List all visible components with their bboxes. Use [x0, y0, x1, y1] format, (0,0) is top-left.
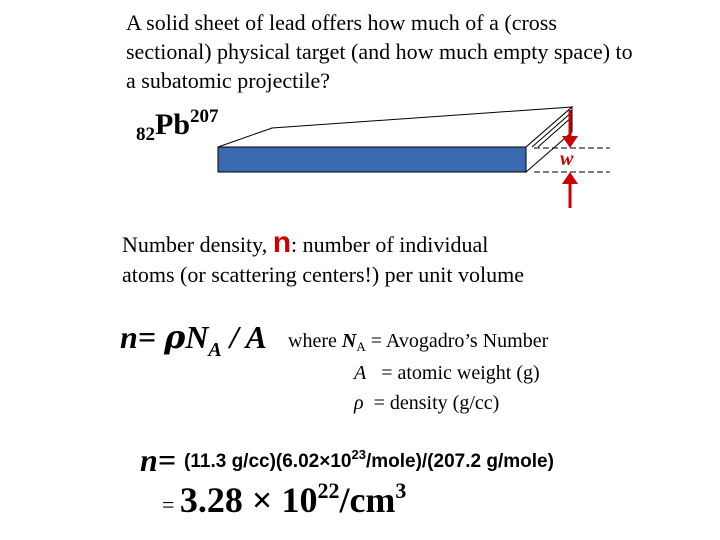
- formula-eq: =: [137, 319, 165, 355]
- where-na-sub: A: [356, 339, 366, 354]
- mass-number: 207: [190, 106, 219, 127]
- nd-symbol: n: [272, 226, 292, 259]
- atomic-weight-definition: [354, 362, 540, 385]
- calc-eq: =: [157, 442, 185, 478]
- question-text: A solid sheet of lead offers how much of a (cross sectional) physical target (and how much empty space) to a subatomic projectile?: [126, 10, 633, 93]
- result-times: ×: [251, 480, 273, 520]
- slab-front-face: [218, 147, 526, 172]
- formula-na: N: [185, 319, 209, 355]
- atomic-number: 82: [136, 124, 155, 145]
- rho-def: = density (g/cc): [363, 392, 500, 414]
- formula-na-sub: A: [208, 339, 222, 361]
- arrow-up-head: [562, 172, 578, 184]
- arrow-down-head: [562, 136, 578, 148]
- calc-part1: (11.3 g/cc)(6.02: [184, 451, 320, 472]
- result-unit: /cm: [339, 480, 396, 520]
- where-prefix: where: [288, 330, 342, 352]
- where-na: N: [341, 330, 357, 352]
- calc-expression: [184, 447, 554, 472]
- thickness-label: w: [560, 148, 574, 170]
- result-eq: =: [162, 492, 180, 517]
- element-name: Pb: [155, 108, 191, 141]
- formula-div: / A: [221, 319, 267, 355]
- nd-line2: atoms (or scattering centers!) per unit volume: [122, 262, 524, 287]
- result-line: [162, 478, 406, 521]
- calculation-line: [140, 442, 554, 479]
- slab-top-face: [218, 107, 572, 147]
- result-base: 10: [272, 480, 318, 520]
- where-na-def: = Avogadro’s Number: [365, 330, 549, 352]
- formula-lhs: n: [120, 319, 138, 355]
- a-def: = atomic weight (g): [366, 362, 540, 384]
- nd-line1-rest: : number of individual: [291, 232, 489, 257]
- calc-part2: 10: [330, 451, 352, 472]
- calc-times: ×: [319, 451, 331, 472]
- calc-part3: /mole)/(207.2 g/mole): [365, 451, 554, 472]
- number-density-text: [122, 228, 524, 290]
- where-na-definition: [288, 330, 548, 355]
- nd-prefix: Number density,: [122, 232, 273, 257]
- a-symbol: A: [354, 362, 367, 384]
- result-exponent: 22: [317, 478, 340, 503]
- result-mantissa: 3.28: [179, 480, 252, 520]
- density-formula: [120, 318, 267, 362]
- density-definition: [354, 392, 499, 415]
- result-unit-exp: 3: [395, 478, 407, 503]
- calc-lhs: n: [140, 442, 158, 478]
- rho-symbol: ρ: [354, 392, 364, 414]
- formula-rho: ρ: [164, 318, 186, 356]
- calc-exponent: 23: [351, 447, 366, 462]
